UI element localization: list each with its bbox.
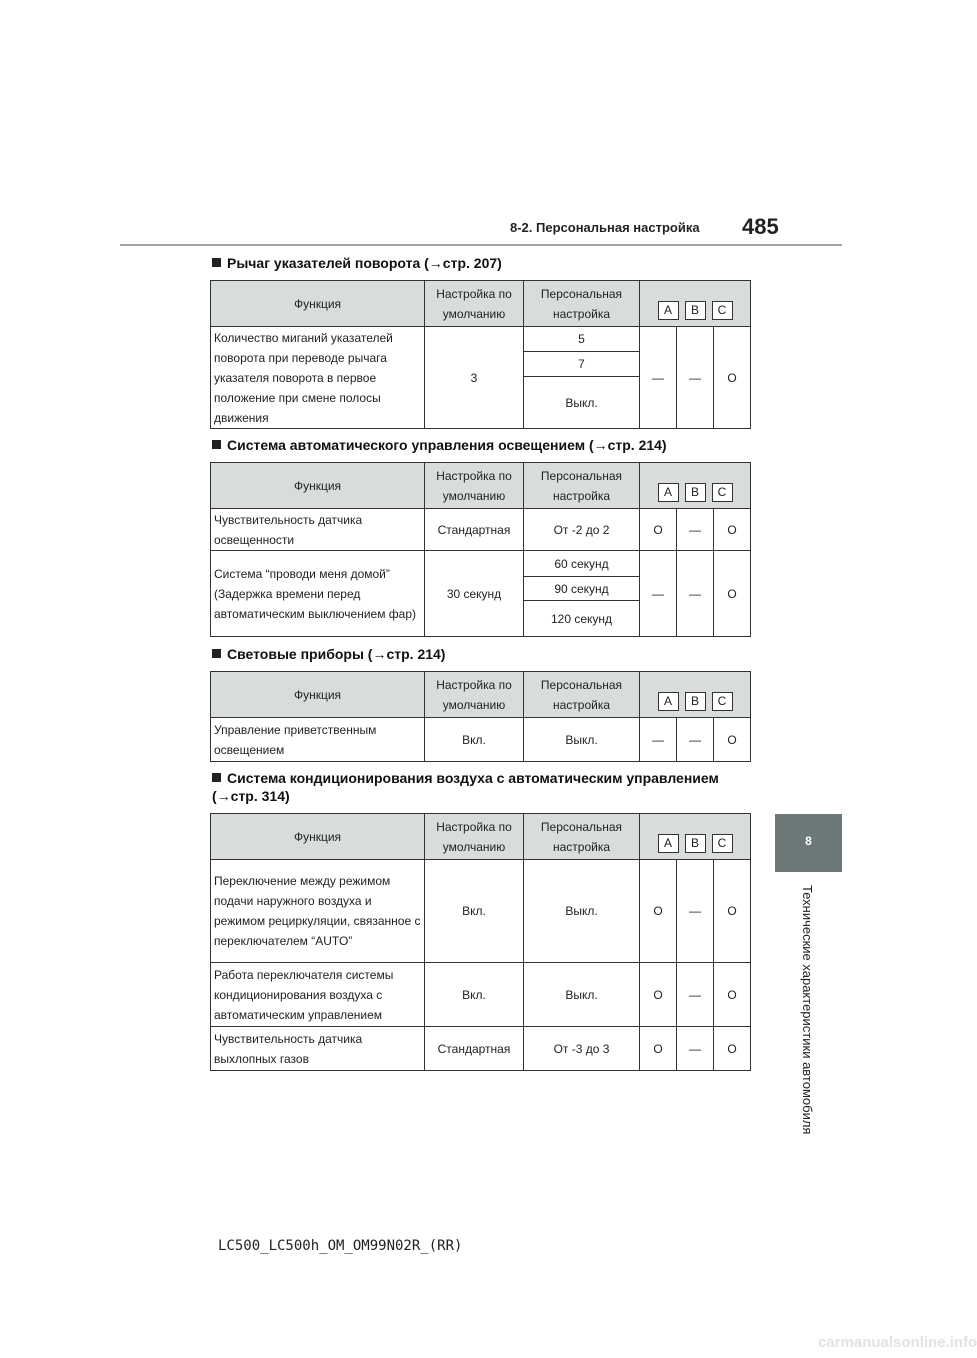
square-bullet-icon [212,440,221,449]
settings-table [210,813,751,1071]
settings-table [210,671,751,762]
cell-default: Стандартная [425,509,524,551]
section-heading: Рычаг указателей поворота (→стр. 207) [212,254,502,272]
cell-c: O [714,1027,751,1071]
chapter-number: 8 [805,834,812,848]
method-b-icon: B [685,692,706,711]
cell-function: Количество миганий указателей поворота при переводе рычага указателя поворота в первое положение при смене полосы движения [211,327,425,429]
method-a-icon: A [658,483,679,502]
page-number: 485 [742,214,779,239]
cell-custom: Выкл. [524,963,640,1027]
header-custom: Персональная настройка [524,281,640,327]
method-c-icon: C [712,301,733,320]
table-row [211,718,751,762]
table-header-row [211,463,751,509]
cell-b: — [677,718,714,762]
cell-b: — [677,327,714,429]
document-code: LC500_LC500h_OM_OM99N02R_(RR) [218,1238,463,1254]
square-bullet-icon [212,773,221,782]
cell-function: Управление приветственным освещением [211,718,425,762]
method-b-icon: B [685,301,706,320]
cell-custom: Выкл. [524,718,640,762]
cell-c: O [714,963,751,1027]
cell-option: 60 секунд [524,551,640,577]
header-abc [640,281,751,327]
cell-a: — [640,551,677,637]
cell-default: 3 [425,327,524,429]
section-title: 8-2. Персональная настройка [510,220,700,235]
cell-custom: Выкл. [524,860,640,963]
section-heading: Система кондиционирования воздуха с автоматическим управлением (→стр. 314) [212,770,719,804]
method-a-icon: A [658,834,679,853]
square-bullet-icon [212,649,221,658]
method-c-icon: C [712,692,733,711]
header-default: Настройка по умолчанию [425,814,524,860]
cell-default: Вкл. [425,860,524,963]
cell-default: 30 секунд [425,551,524,637]
cell-c: O [714,327,751,429]
settings-table [210,462,751,637]
table-header-row [211,281,751,327]
cell-b: — [677,551,714,637]
square-bullet-icon [212,258,221,267]
cell-custom: От -2 до 2 [524,509,640,551]
table-row [211,327,751,352]
cell-option: 120 секунд [524,601,640,637]
cell-a: — [640,327,677,429]
header-default: Настройка по умолчанию [425,672,524,718]
table-row [211,963,751,1027]
cell-b: — [677,509,714,551]
header-abc [640,672,751,718]
cell-function: Чувствительность датчика освещенности [211,509,425,551]
header-divider [120,244,842,246]
cell-default: Вкл. [425,963,524,1027]
method-a-icon: A [658,301,679,320]
cell-c: O [714,509,751,551]
header-default: Настройка по умолчанию [425,281,524,327]
cell-function: Система “проводи меня домой” (Задержка времени перед автоматическим выключением фар) [211,551,425,637]
cell-option: Выкл. [524,377,640,429]
header-custom: Персональная настройка [524,814,640,860]
header-function: Функция [211,672,425,718]
cell-custom: От -3 до 3 [524,1027,640,1071]
method-c-icon: C [712,834,733,853]
cell-c: O [714,551,751,637]
table-row [211,1027,751,1071]
table-row [211,860,751,963]
chapter-label: Технические характеристики автомобиля [800,885,815,1135]
header-function: Функция [211,814,425,860]
header-custom: Персональная настройка [524,672,640,718]
cell-default: Вкл. [425,718,524,762]
method-b-icon: B [685,483,706,502]
header-custom: Персональная настройка [524,463,640,509]
method-a-icon: A [658,692,679,711]
cell-a: O [640,860,677,963]
header-abc [640,463,751,509]
table-header-row [211,814,751,860]
cell-function: Работа переключателя системы кондиционирования воздуха с автоматическим управлением [211,963,425,1027]
method-c-icon: C [712,483,733,502]
watermark: carmanualsonline.info [818,1334,977,1351]
cell-option: 90 секунд [524,577,640,601]
settings-table [210,280,751,429]
method-b-icon: B [685,834,706,853]
cell-a: O [640,1027,677,1071]
header-function: Функция [211,463,425,509]
section-heading: Световые приборы (→стр. 214) [212,645,445,663]
table-header-row [211,672,751,718]
cell-b: — [677,1027,714,1071]
cell-b: — [677,963,714,1027]
cell-option: 7 [524,352,640,377]
cell-option: 5 [524,327,640,352]
cell-c: O [714,860,751,963]
cell-function: Чувствительность датчика выхлопных газов [211,1027,425,1071]
table-row [211,551,751,577]
cell-c: O [714,718,751,762]
chapter-tab[interactable] [775,814,842,872]
section-heading: Система автоматического управления освещением (→стр. 214) [212,436,667,454]
cell-a: — [640,718,677,762]
header-abc [640,814,751,860]
cell-a: O [640,963,677,1027]
cell-default: Стандартная [425,1027,524,1071]
cell-function: Переключение между режимом подачи наружного воздуха и режимом рециркуляции, связанное с переключателем “AUTO” [211,860,425,963]
table-row [211,509,751,551]
header-default: Настройка по умолчанию [425,463,524,509]
cell-b: — [677,860,714,963]
header-function: Функция [211,281,425,327]
cell-a: O [640,509,677,551]
